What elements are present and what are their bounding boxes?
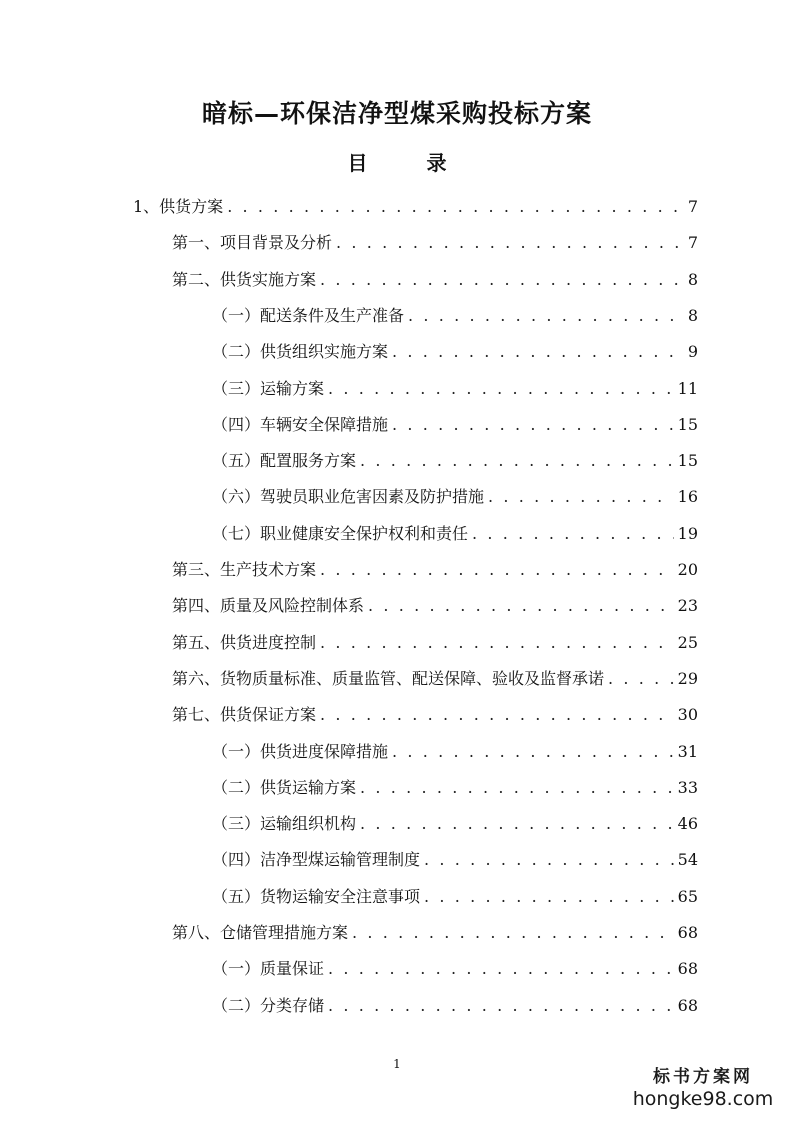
toc-dot-leader	[352, 921, 674, 945]
toc-entry-title: （四）洁净型煤运输管理制度	[212, 850, 421, 870]
toc-entry-title: 第一、项目背景及分析	[172, 233, 333, 253]
toc-entry-title: （二）分类存储	[212, 995, 325, 1015]
toc-entry[interactable]	[212, 340, 698, 364]
toc-entry[interactable]	[172, 231, 698, 255]
toc-entry[interactable]	[172, 631, 698, 655]
toc-entry-page: 68	[677, 923, 698, 942]
toc-heading: 目 录	[347, 151, 473, 175]
toc-dot-leader	[328, 957, 674, 981]
toc-dot-leader	[320, 631, 674, 655]
toc-entry-title: （四）车辆安全保障措施	[212, 414, 389, 434]
toc-entry[interactable]	[172, 558, 698, 582]
watermark-url: hongke98.com	[632, 1088, 774, 1110]
toc-entry[interactable]	[212, 304, 698, 328]
toc-entry-page: 23	[677, 596, 698, 616]
toc-entry-page: 65	[677, 886, 698, 906]
toc-entry-page: 29	[677, 668, 698, 688]
toc-entry-page: 11	[677, 378, 698, 398]
toc-entry-page: 9	[687, 342, 698, 362]
toc-entry-title: （一）质量保证	[212, 959, 325, 979]
toc-entry[interactable]	[172, 268, 698, 292]
toc-entry-page: 20	[677, 560, 698, 579]
toc-entry[interactable]	[212, 776, 698, 800]
toc-entry[interactable]	[212, 449, 698, 473]
toc-dot-leader	[320, 558, 674, 582]
toc-dot-leader	[424, 848, 674, 872]
watermark-site-name: 标书方案网	[653, 1067, 753, 1087]
toc-dot-leader	[328, 377, 674, 401]
toc-dot-leader	[392, 413, 674, 437]
toc-entry[interactable]	[212, 994, 698, 1018]
toc-entry-title: （一）供货进度保障措施	[212, 741, 389, 761]
toc-entry-title: 第七、供货保证方案	[172, 705, 317, 725]
toc-entry[interactable]	[212, 485, 698, 509]
toc-entry[interactable]	[212, 413, 698, 437]
toc-entry-page: 25	[677, 632, 698, 652]
toc-dot-leader	[320, 703, 674, 727]
toc-entry-page: 54	[677, 850, 698, 870]
toc-dot-leader	[424, 885, 674, 909]
toc-entry-page: 31	[677, 741, 698, 761]
toc-entry[interactable]	[212, 377, 698, 401]
toc-entry-page: 46	[677, 814, 698, 834]
toc-dot-leader	[472, 522, 674, 546]
toc-dot-leader	[368, 594, 674, 618]
toc-entry-title: 第五、供货进度控制	[172, 632, 317, 652]
toc-entry[interactable]	[212, 522, 698, 546]
toc-entry-page: 19	[677, 523, 698, 543]
toc-entry[interactable]	[212, 848, 698, 872]
toc-entry-page: 7	[687, 233, 698, 253]
toc-entry[interactable]	[172, 703, 698, 727]
toc-entry-page: 33	[677, 777, 698, 797]
toc-dot-leader	[360, 449, 674, 473]
toc-dot-leader	[488, 485, 674, 509]
toc-entry[interactable]	[172, 921, 698, 945]
toc-dot-leader	[328, 994, 674, 1018]
toc-dot-leader	[392, 340, 682, 364]
toc-entry-title: 1、供货方案	[133, 197, 224, 216]
toc-entry-page: 68	[677, 995, 698, 1015]
toc-entry-title: 第四、质量及风险控制体系	[172, 596, 365, 616]
toc-entry[interactable]	[212, 885, 698, 909]
watermark-logo	[628, 1066, 778, 1110]
toc-dot-leader	[408, 304, 682, 328]
toc-entry-page: 7	[687, 197, 698, 216]
toc-dot-leader	[392, 740, 674, 764]
page-number: 1	[393, 1057, 401, 1071]
toc-dot-leader	[320, 268, 682, 292]
toc-entry-title: （三）运输方案	[212, 378, 325, 398]
toc-entry-page: 8	[687, 305, 698, 325]
toc-dot-leader	[336, 231, 682, 255]
toc-entry-title: （五）货物运输安全注意事项	[212, 886, 421, 906]
toc-entry-page: 16	[677, 487, 698, 507]
toc-entry-title: （二）供货组织实施方案	[212, 342, 389, 362]
toc-entry-page: 8	[687, 269, 698, 289]
toc-entry-page: 15	[677, 451, 698, 471]
toc-entry[interactable]	[133, 195, 698, 219]
toc-entry-title: （六）驾驶员职业危害因素及防护措施	[212, 487, 485, 507]
toc-entry-page: 30	[677, 705, 698, 725]
toc-entry-page: 15	[677, 414, 698, 434]
toc-entry[interactable]	[212, 957, 698, 981]
toc-entry-title: （五）配置服务方案	[212, 451, 357, 471]
toc-entry-title: 第二、供货实施方案	[172, 269, 317, 289]
toc-entry[interactable]	[212, 740, 698, 764]
toc-entry[interactable]	[172, 594, 698, 618]
toc-entry-title: 第三、生产技术方案	[172, 560, 317, 579]
toc-entry-title: （三）运输组织机构	[212, 814, 357, 834]
toc-entry[interactable]	[172, 667, 698, 691]
toc-entry-title: （一）配送条件及生产准备	[212, 305, 405, 325]
toc-entry-title: 第六、货物质量标准、质量监管、配送保障、验收及监督承诺	[172, 668, 605, 688]
toc-dot-leader	[360, 812, 674, 836]
toc-dot-leader	[608, 667, 674, 691]
toc-entry[interactable]	[212, 812, 698, 836]
toc-dot-leader	[227, 195, 682, 219]
toc-dot-leader	[360, 776, 674, 800]
toc-entry-title: （二）供货运输方案	[212, 777, 357, 797]
document-title: 暗标—环保洁净型煤采购投标方案	[201, 99, 592, 128]
toc-entry-title: （七）职业健康安全保护权利和责任	[212, 523, 469, 543]
toc-entry-title: 第八、仓储管理措施方案	[172, 923, 349, 942]
toc-entry-page: 68	[677, 959, 698, 979]
